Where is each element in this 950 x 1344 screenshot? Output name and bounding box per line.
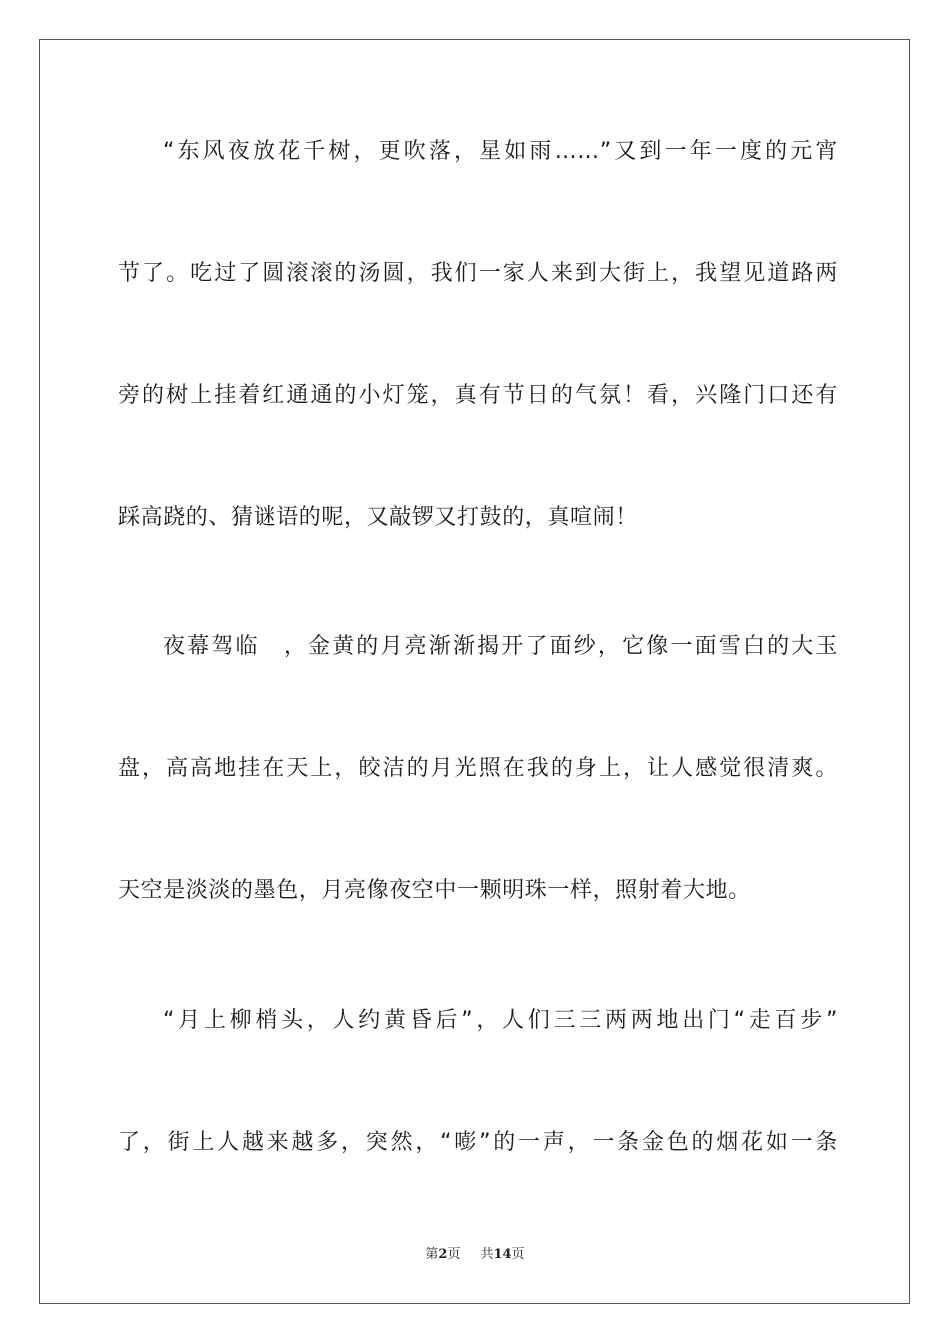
current-page-number: 2 [438, 1247, 448, 1262]
paragraph-1-line-3: 旁的树上挂着红通通的小灯笼，真有节日的气氛！看，兴隆门口还有 [118, 383, 838, 408]
paragraph-3-line-1: “月上柳梢头，人约黄昏后”，人们三三两两地出门“走百步” [163, 1008, 838, 1033]
total-label-suffix: 页 [511, 1247, 525, 1262]
page-label-suffix: 页 [447, 1247, 461, 1262]
paragraph-3-line-2: 了，街上人越来越多，突然，“嘭”的一声，一条金色的烟花如一条 [118, 1130, 838, 1155]
page-label-prefix: 第 [425, 1247, 439, 1262]
paragraph-2-line-3: 天空是淡淡的墨色，月亮像夜空中一颗明珠一样，照射着大地。 [118, 878, 751, 903]
total-pages-number: 14 [493, 1247, 512, 1262]
page-border [39, 39, 910, 1304]
paragraph-2-line-1: 夜幕驾临 ，金黄的月亮渐渐揭开了面纱，它像一面雪白的大玉 [163, 634, 838, 659]
paragraph-1-line-4: 踩高跷的、猜谜语的呢，又敲锣又打鼓的，真喧闹！ [118, 505, 638, 530]
paragraph-1-line-1: “东风夜放花千树，更吹落，星如雨……”又到一年一度的元宵 [163, 139, 838, 164]
paragraph-2-line-2: 盘，高高地挂在天上，皎洁的月光照在我的身上，让人感觉很清爽。 [118, 756, 838, 781]
paragraph-1-line-2: 节了。吃过了圆滚滚的汤圆，我们一家人来到大街上，我望见道路两 [118, 261, 838, 286]
total-label-prefix: 共 [480, 1247, 494, 1262]
page-footer [0, 1246, 950, 1264]
